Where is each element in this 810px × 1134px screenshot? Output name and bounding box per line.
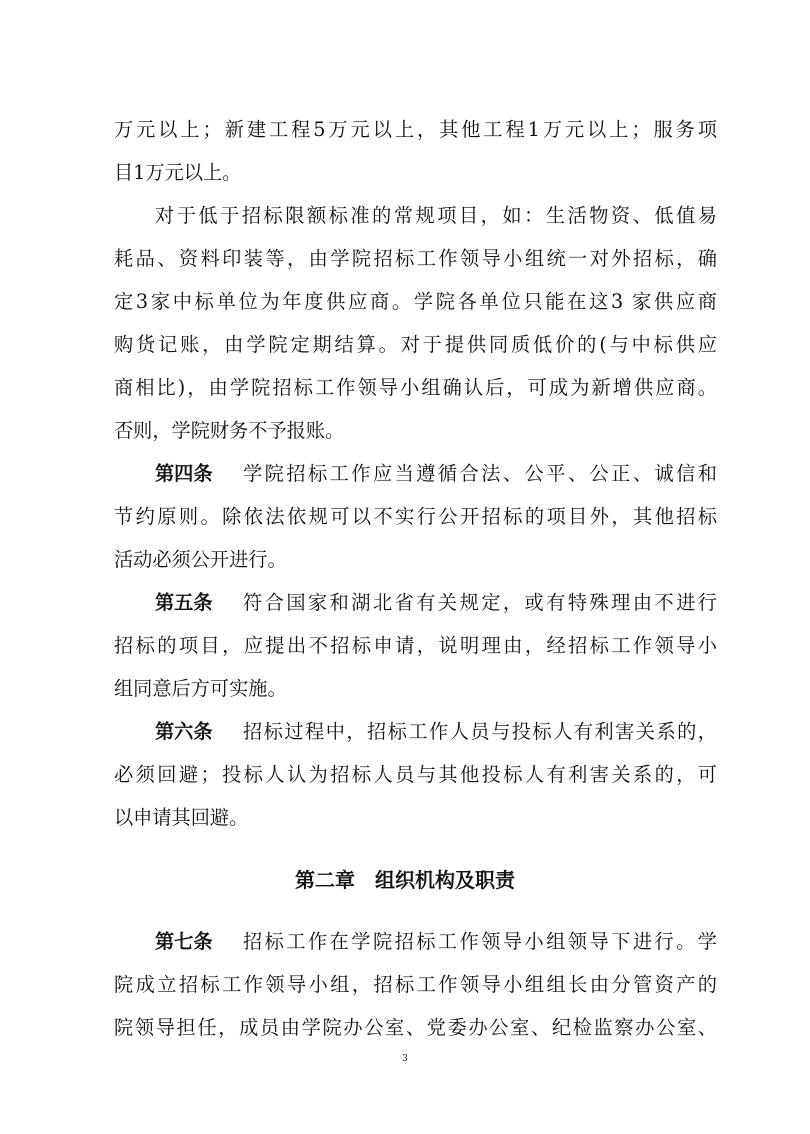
text-line: 招标过程中，招标工作人员与投标人有利害关系的， bbox=[243, 720, 717, 743]
text-line: 耗品、资料印装等，由学院招标工作领导小组统一对外招标，确 bbox=[114, 247, 717, 270]
text-line: 符合国家和湖北省有关规定，或有特殊理由不进行 bbox=[243, 591, 717, 614]
article-label: 第六条 bbox=[155, 720, 213, 743]
text-line: 目1万元以上。 bbox=[114, 161, 242, 184]
text-line: 定3家中标单位为年度供应商。学院各单位只能在这3 家供应商 bbox=[114, 290, 717, 313]
text-line: 以申请其回避。 bbox=[114, 806, 249, 829]
text-line: 招标的项目，应提出不招标申请，说明理由，经招标工作领导小 bbox=[114, 634, 717, 657]
article-label: 第七条 bbox=[155, 930, 213, 953]
article-label: 第四条 bbox=[155, 462, 213, 485]
text-line: 购货记账，由学院定期结算。对于提供同质低价的(与中标供应 bbox=[114, 333, 717, 356]
text-line: 对于低于招标限额标准的常规项目，如：生活物资、低值易 bbox=[155, 204, 717, 227]
text-line: 学院招标工作应当遵循合法、公平、公正、诚信和 bbox=[243, 462, 717, 485]
text-line: 活动必须公开进行。 bbox=[114, 548, 287, 571]
text-line: 院领导担任，成员由学院办公室、党委办公室、纪检监察办公室、 bbox=[114, 1016, 717, 1039]
text-line: 院成立招标工作领导小组，招标工作领导小组组长由分管资产的 bbox=[114, 973, 717, 996]
text-line: 商相比)，由学院招标工作领导小组确认后，可成为新增供应商。 bbox=[114, 376, 717, 399]
text-line: 必须回避；投标人认为招标人员与其他投标人有利害关系的，可 bbox=[114, 763, 717, 786]
page-number: 3 bbox=[402, 1054, 408, 1064]
article-label: 第五条 bbox=[155, 591, 213, 614]
text-line: 招标工作在学院招标工作领导小组领导下进行。学 bbox=[243, 930, 717, 953]
text-line: 否则，学院财务不予报账。 bbox=[114, 419, 345, 442]
text-line: 万元以上；新建工程5万元以上，其他工程1万元以上；服务项 bbox=[114, 118, 717, 141]
chapter-heading: 第二章 组织机构及职责 bbox=[295, 868, 515, 892]
text-line: 节约原则。除依法依规可以不实行公开招标的项目外，其他招标 bbox=[114, 505, 717, 528]
text-line: 组同意后方可实施。 bbox=[114, 677, 287, 700]
